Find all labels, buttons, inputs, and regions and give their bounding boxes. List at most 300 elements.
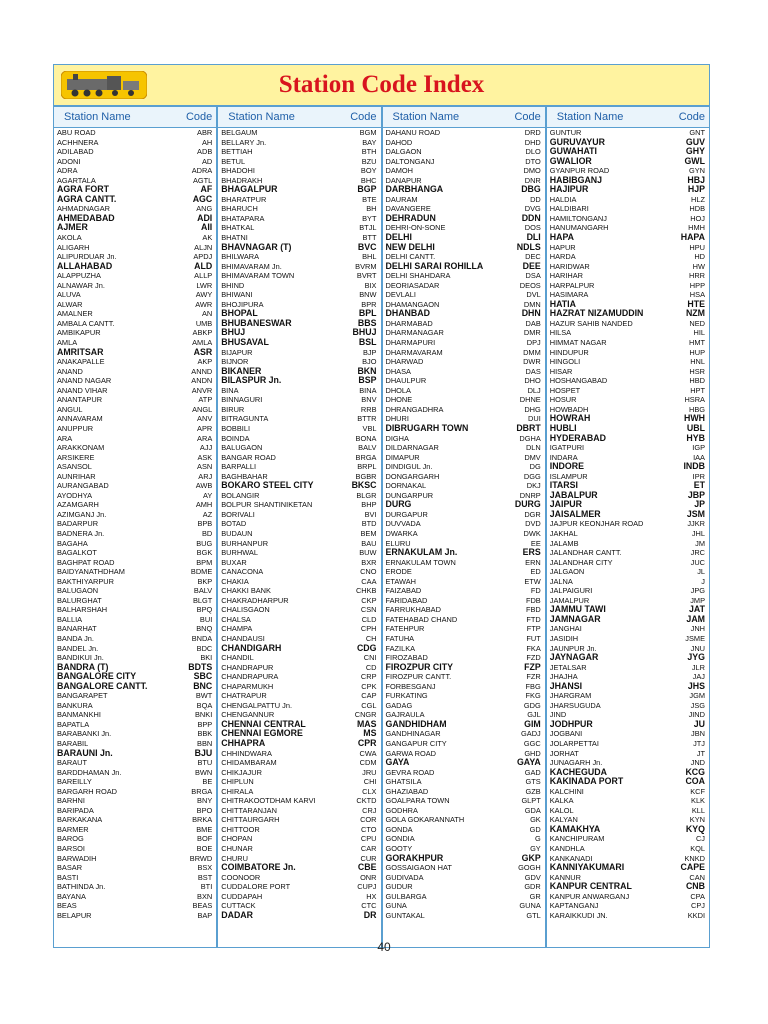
station-code: COR bbox=[360, 815, 377, 825]
station-code: BALV bbox=[193, 586, 213, 596]
station-code: BOY bbox=[360, 166, 377, 176]
station-name: BALUGAON bbox=[57, 586, 99, 596]
station-name: BARABIL bbox=[57, 739, 89, 748]
station-code: JLR bbox=[691, 662, 705, 672]
station-code: BGBR bbox=[355, 471, 377, 481]
station-name: HATIA bbox=[549, 299, 576, 309]
station-name: DUNGARPUR bbox=[385, 490, 434, 500]
station-name: KANPUR CENTRAL bbox=[549, 882, 632, 892]
station-row bbox=[547, 834, 709, 844]
station-name: AGARTALA bbox=[57, 175, 96, 185]
station-name: DALGAON bbox=[385, 147, 422, 157]
station-code: BOE bbox=[196, 844, 213, 854]
station-name: ANAKAPALLE bbox=[57, 357, 105, 367]
station-code: DBRT bbox=[516, 423, 541, 433]
station-name: JHANSI bbox=[549, 681, 583, 691]
station-row bbox=[218, 815, 380, 825]
station-name: ELURU bbox=[385, 538, 411, 548]
station-code: BNW bbox=[359, 290, 377, 300]
station-row bbox=[218, 414, 380, 424]
station-row bbox=[383, 510, 545, 520]
station-name: GAJRAULA bbox=[385, 710, 425, 720]
station-row bbox=[383, 195, 545, 205]
station-name: BUDAUN bbox=[221, 528, 253, 538]
station-name: DARBHANGA bbox=[385, 185, 444, 195]
station-row bbox=[547, 414, 709, 424]
station-code: ADRA bbox=[191, 166, 213, 176]
station-row bbox=[218, 691, 380, 701]
station-code: HPP bbox=[689, 280, 705, 290]
station-code: BPR bbox=[361, 299, 377, 309]
station-code: CHKB bbox=[355, 586, 377, 596]
station-row bbox=[54, 663, 216, 673]
station-code: ERN bbox=[525, 557, 541, 567]
title-banner bbox=[54, 65, 709, 107]
station-row bbox=[218, 443, 380, 453]
station-name: BADNERA Jn. bbox=[57, 528, 105, 538]
station-row bbox=[547, 758, 709, 768]
station-code: AMLA bbox=[192, 338, 213, 348]
station-code: BGK bbox=[196, 548, 213, 558]
station-code: JU bbox=[693, 719, 705, 729]
station-row bbox=[218, 357, 380, 367]
station-row bbox=[383, 911, 545, 921]
station-code: VBL bbox=[362, 423, 377, 433]
station-name: BINA bbox=[221, 385, 239, 395]
station-row bbox=[54, 281, 216, 291]
station-row bbox=[218, 395, 380, 405]
station-row bbox=[54, 147, 216, 157]
station-code: BWT bbox=[195, 691, 213, 701]
station-code: BUG bbox=[196, 538, 213, 548]
station-name: AMBIKAPUR bbox=[57, 328, 101, 338]
station-name: AHMEDABAD bbox=[57, 213, 115, 223]
station-row bbox=[54, 434, 216, 444]
station-row bbox=[547, 548, 709, 558]
station-code: BNY bbox=[197, 796, 213, 806]
station-code: DRD bbox=[524, 128, 541, 137]
station-row bbox=[383, 424, 545, 434]
station-row bbox=[383, 376, 545, 386]
station-name: DEHRADUN bbox=[385, 213, 436, 223]
station-row bbox=[383, 663, 545, 673]
station-row bbox=[218, 262, 380, 272]
station-row bbox=[383, 653, 545, 663]
station-code: GZB bbox=[525, 786, 541, 796]
station-code: AGTL bbox=[192, 175, 213, 185]
station-name: BETUL bbox=[221, 156, 246, 166]
station-row bbox=[54, 586, 216, 596]
station-row bbox=[383, 338, 545, 348]
station-row bbox=[54, 749, 216, 759]
station-row bbox=[547, 539, 709, 549]
station-name: BHADRAKH bbox=[221, 175, 263, 185]
station-row bbox=[547, 472, 709, 482]
station-code: DMO bbox=[523, 166, 541, 176]
station-row bbox=[383, 615, 545, 625]
station-row bbox=[54, 892, 216, 902]
station-code: KCF bbox=[690, 786, 705, 796]
station-name: DANAPUR bbox=[385, 175, 422, 185]
station-row bbox=[218, 491, 380, 501]
station-name: GEVRA ROAD bbox=[385, 767, 435, 777]
station-row bbox=[383, 758, 545, 768]
station-name: DAVANGERE bbox=[385, 204, 431, 214]
station-name: GOALPARA TOWN bbox=[385, 796, 450, 806]
station-row bbox=[54, 290, 216, 300]
station-code: JRC bbox=[690, 548, 705, 558]
station-code: GYN bbox=[688, 166, 705, 176]
station-row bbox=[218, 252, 380, 262]
station-name: HAPA bbox=[549, 233, 575, 243]
station-code: HNL bbox=[690, 357, 705, 367]
station-code: BE bbox=[202, 777, 213, 787]
station-name: JALNA bbox=[549, 576, 573, 586]
station-name: KANNIYAKUMARI bbox=[549, 863, 625, 873]
station-code: JNU bbox=[690, 643, 705, 653]
station-name: CHITTARANJAN bbox=[221, 805, 277, 815]
station-row bbox=[547, 290, 709, 300]
station-code: DUI bbox=[528, 414, 541, 424]
station-name: FAZILKA bbox=[385, 643, 416, 653]
station-code: BME bbox=[196, 824, 213, 834]
station-row bbox=[383, 414, 545, 424]
station-name: HISAR bbox=[549, 366, 573, 376]
station-row bbox=[547, 586, 709, 596]
station-code: DEC bbox=[525, 252, 541, 262]
station-code: BKI bbox=[200, 653, 213, 663]
station-name: BELAPUR bbox=[57, 910, 92, 920]
station-name: CHIKJAJUR bbox=[221, 767, 262, 777]
station-name: DAURAM bbox=[385, 194, 418, 204]
header-code: Code bbox=[678, 111, 705, 123]
station-code: CWA bbox=[359, 748, 377, 758]
station-name: ERNAKULAM Jn. bbox=[385, 548, 458, 558]
station-code: ANND bbox=[191, 366, 213, 376]
station-name: GYANPUR ROAD bbox=[549, 166, 610, 176]
station-row bbox=[54, 453, 216, 463]
station-name: CHIPLUN bbox=[221, 777, 254, 787]
station-row bbox=[218, 500, 380, 510]
station-row bbox=[218, 586, 380, 596]
station-code: DEOS bbox=[519, 280, 541, 290]
station-code: HDB bbox=[689, 204, 705, 214]
station-row bbox=[547, 376, 709, 386]
station-name: FATUHA bbox=[385, 633, 415, 643]
station-row bbox=[547, 319, 709, 329]
station-code: DHNE bbox=[519, 395, 541, 405]
station-row bbox=[547, 844, 709, 854]
station-name: JAJPUR KEONJHAR ROAD bbox=[549, 519, 644, 529]
station-row bbox=[547, 367, 709, 377]
station-name: CHENGANNUR bbox=[221, 710, 275, 720]
station-row bbox=[54, 701, 216, 711]
station-code: MS bbox=[363, 729, 377, 739]
station-code: GDV bbox=[524, 872, 541, 882]
station-row bbox=[547, 901, 709, 911]
station-row bbox=[54, 195, 216, 205]
station-name: BANGALORE CITY bbox=[57, 672, 137, 682]
station-row bbox=[547, 768, 709, 778]
station-name: FARIDABAD bbox=[385, 595, 428, 605]
station-row bbox=[54, 605, 216, 615]
station-code: BKSC bbox=[351, 481, 377, 491]
page-number: 40 bbox=[377, 940, 391, 954]
station-code: GNT bbox=[689, 128, 705, 137]
station-code: CRP bbox=[360, 672, 377, 682]
station-code: CPA bbox=[690, 891, 705, 901]
station-code: HSA bbox=[689, 290, 705, 300]
station-row bbox=[547, 281, 709, 291]
station-code: ARA bbox=[197, 433, 213, 443]
station-row bbox=[54, 376, 216, 386]
station-row bbox=[54, 624, 216, 634]
station-name: ACHHNERA bbox=[57, 137, 99, 147]
station-name: CHANDRAPURA bbox=[221, 672, 279, 682]
station-name: CHALSA bbox=[221, 614, 251, 624]
station-row bbox=[218, 663, 380, 673]
station-row bbox=[54, 815, 216, 825]
station-name: KALKA bbox=[549, 796, 574, 806]
station-code: HPT bbox=[690, 385, 705, 395]
station-row bbox=[54, 653, 216, 663]
station-row bbox=[383, 863, 545, 873]
station-row bbox=[383, 901, 545, 911]
station-row bbox=[547, 796, 709, 806]
station-name: JOLARPETTAI bbox=[549, 739, 599, 748]
station-name: HINDUPUR bbox=[549, 347, 589, 357]
station-row bbox=[547, 749, 709, 759]
station-name: JHARGRAM bbox=[549, 691, 592, 701]
station-row bbox=[54, 233, 216, 243]
station-row bbox=[383, 710, 545, 720]
station-code: HOJ bbox=[690, 213, 705, 223]
station-name: BIRUR bbox=[221, 404, 245, 414]
station-row bbox=[218, 147, 380, 157]
station-row bbox=[547, 328, 709, 338]
station-row bbox=[218, 644, 380, 654]
station-name: JAKHAL bbox=[549, 528, 578, 538]
station-code: BXN bbox=[197, 891, 213, 901]
station-row bbox=[383, 682, 545, 692]
station-row bbox=[54, 443, 216, 453]
station-name: BASTI bbox=[57, 872, 79, 882]
station-row bbox=[383, 529, 545, 539]
station-name: CHIDAMBARAM bbox=[221, 758, 277, 768]
station-code: HIL bbox=[693, 328, 705, 338]
station-name: CHITTOOR bbox=[221, 824, 260, 834]
station-row bbox=[547, 491, 709, 501]
station-row bbox=[547, 185, 709, 195]
station-name: CHOPAN bbox=[221, 834, 253, 844]
station-name: AURANGABAD bbox=[57, 481, 109, 491]
station-name: BANDRA (T) bbox=[57, 662, 109, 672]
station-code: J bbox=[701, 576, 705, 586]
station-row bbox=[54, 596, 216, 606]
station-row bbox=[383, 796, 545, 806]
station-name: AMBALA CANTT. bbox=[57, 318, 115, 328]
station-row bbox=[218, 204, 380, 214]
station-code: ASN bbox=[197, 462, 213, 472]
station-row bbox=[383, 539, 545, 549]
station-name: GOSSAIGAON HAT bbox=[385, 863, 452, 873]
station-name: JAUNPUR Jn. bbox=[549, 643, 597, 653]
header-station-name: Station Name bbox=[228, 111, 295, 123]
station-name: ANAND NAGAR bbox=[57, 376, 112, 386]
station-code: BEM bbox=[360, 528, 377, 538]
station-code: BBK bbox=[197, 729, 213, 739]
station-row bbox=[383, 348, 545, 358]
station-name: AMRITSAR bbox=[57, 347, 104, 357]
station-row bbox=[547, 405, 709, 415]
station-name: ADRA bbox=[57, 166, 78, 176]
station-name: JALGAON bbox=[549, 567, 585, 577]
station-name: JODHPUR bbox=[549, 719, 593, 729]
station-name: KALOL bbox=[549, 805, 574, 815]
station-row bbox=[218, 243, 380, 253]
station-row bbox=[218, 481, 380, 491]
station-row bbox=[547, 510, 709, 520]
station-code: FBG bbox=[525, 681, 541, 691]
station-name: ITARSI bbox=[549, 481, 578, 491]
station-code: BTH bbox=[361, 147, 377, 157]
station-code: CTC bbox=[361, 901, 377, 911]
station-row bbox=[547, 815, 709, 825]
station-name: HARDA bbox=[549, 252, 576, 262]
station-name: BIJNOR bbox=[221, 357, 249, 367]
station-row bbox=[383, 596, 545, 606]
station-name: BILASPUR Jn. bbox=[221, 376, 282, 386]
station-name: CHENNAI EGMORE bbox=[221, 729, 303, 739]
station-code: GDG bbox=[523, 700, 541, 710]
station-row bbox=[218, 682, 380, 692]
station-name: CHITTAURGARH bbox=[221, 815, 280, 825]
station-code: CNI bbox=[363, 653, 377, 663]
station-name: BAGHPAT ROAD bbox=[57, 557, 115, 567]
station-row bbox=[547, 567, 709, 577]
station-name: BAKTHIYARPUR bbox=[57, 576, 114, 586]
station-row bbox=[383, 634, 545, 644]
station-code: DGG bbox=[523, 471, 541, 481]
station-row bbox=[383, 138, 545, 148]
station-code: CAA bbox=[361, 576, 377, 586]
station-code: KCG bbox=[685, 767, 705, 777]
station-row bbox=[54, 414, 216, 424]
header-station-name: Station Name bbox=[556, 111, 624, 123]
station-name: ADONI bbox=[57, 156, 81, 166]
station-row bbox=[383, 243, 545, 253]
station-code: AY bbox=[202, 490, 213, 500]
station-code: HBD bbox=[689, 376, 705, 386]
station-name: AMALNER bbox=[57, 309, 93, 319]
station-row bbox=[547, 233, 709, 243]
station-row bbox=[547, 873, 709, 883]
station-row bbox=[54, 615, 216, 625]
station-name: GANGAPUR CITY bbox=[385, 739, 447, 748]
station-row bbox=[54, 691, 216, 701]
station-row bbox=[54, 844, 216, 854]
station-name: GADAG bbox=[385, 700, 413, 710]
station-code: INDB bbox=[683, 462, 705, 472]
station-code: CGL bbox=[361, 700, 377, 710]
station-code: UMB bbox=[195, 318, 213, 328]
station-code: JSM bbox=[686, 509, 705, 519]
station-name: GHATSILA bbox=[385, 777, 422, 787]
station-name: HAZUR SAHIB NANDED bbox=[549, 318, 633, 328]
station-row bbox=[547, 166, 709, 176]
station-code: HSR bbox=[689, 366, 705, 376]
station-name: DAHANU ROAD bbox=[385, 128, 441, 137]
station-row bbox=[383, 806, 545, 816]
station-code: BD bbox=[201, 528, 213, 538]
station-row bbox=[547, 386, 709, 396]
station-code: FTD bbox=[526, 614, 541, 624]
station-code: JPG bbox=[690, 586, 705, 596]
station-code: ADI bbox=[197, 213, 213, 223]
station-code: AGC bbox=[192, 194, 213, 204]
station-name: BHIMAVARAM TOWN bbox=[221, 271, 295, 281]
station-row bbox=[218, 214, 380, 224]
station-name: DADAR bbox=[221, 910, 254, 920]
station-code: HJP bbox=[687, 185, 705, 195]
station-name: CHAMPA bbox=[221, 624, 253, 634]
station-row bbox=[54, 682, 216, 692]
station-name: BORIVALI bbox=[221, 509, 255, 519]
station-name: HIMMAT NAGAR bbox=[549, 338, 607, 348]
station-row bbox=[54, 768, 216, 778]
station-name: AGRA CANTT. bbox=[57, 194, 117, 204]
station-name: GUDIVADA bbox=[385, 872, 424, 882]
station-name: DHARMAPURI bbox=[385, 338, 436, 348]
station-code: DLO bbox=[525, 147, 541, 157]
station-row bbox=[383, 844, 545, 854]
station-name: GHAZIABAD bbox=[385, 786, 429, 796]
station-code: HD bbox=[694, 252, 705, 262]
station-code: CJ bbox=[695, 834, 705, 844]
station-row bbox=[218, 844, 380, 854]
station-name: ANGUL bbox=[57, 404, 83, 414]
station-code: DHO bbox=[524, 376, 541, 386]
station-row bbox=[383, 290, 545, 300]
station-row bbox=[547, 682, 709, 692]
station-code: AII bbox=[201, 223, 213, 233]
station-name: BARAUT bbox=[57, 758, 87, 768]
station-name: BANDEL Jn. bbox=[57, 643, 99, 653]
station-row bbox=[218, 434, 380, 444]
station-row bbox=[547, 701, 709, 711]
station-name: CHAKIA bbox=[221, 576, 249, 586]
station-name: BHIMAVARAM Jn. bbox=[221, 261, 282, 271]
station-code: AH bbox=[201, 137, 213, 147]
station-name: JIND bbox=[549, 710, 567, 720]
station-name: HABIBGANJ bbox=[549, 175, 603, 185]
station-row bbox=[218, 176, 380, 186]
station-name: JHARSUGUDA bbox=[549, 700, 601, 710]
station-name: BAGAHA bbox=[57, 538, 88, 548]
station-code: DR bbox=[363, 910, 377, 920]
station-row bbox=[54, 138, 216, 148]
station-code: DWR bbox=[523, 357, 541, 367]
station-name: DEORIASADAR bbox=[385, 280, 440, 290]
station-code: ARJ bbox=[198, 471, 213, 481]
station-name: GONDA bbox=[385, 824, 413, 834]
station-row bbox=[547, 529, 709, 539]
station-code: JIND bbox=[688, 710, 705, 720]
station-row bbox=[218, 596, 380, 606]
station-code: DLJ bbox=[527, 385, 541, 395]
station-name: GOOTY bbox=[385, 844, 413, 854]
station-code: FUT bbox=[526, 633, 541, 643]
